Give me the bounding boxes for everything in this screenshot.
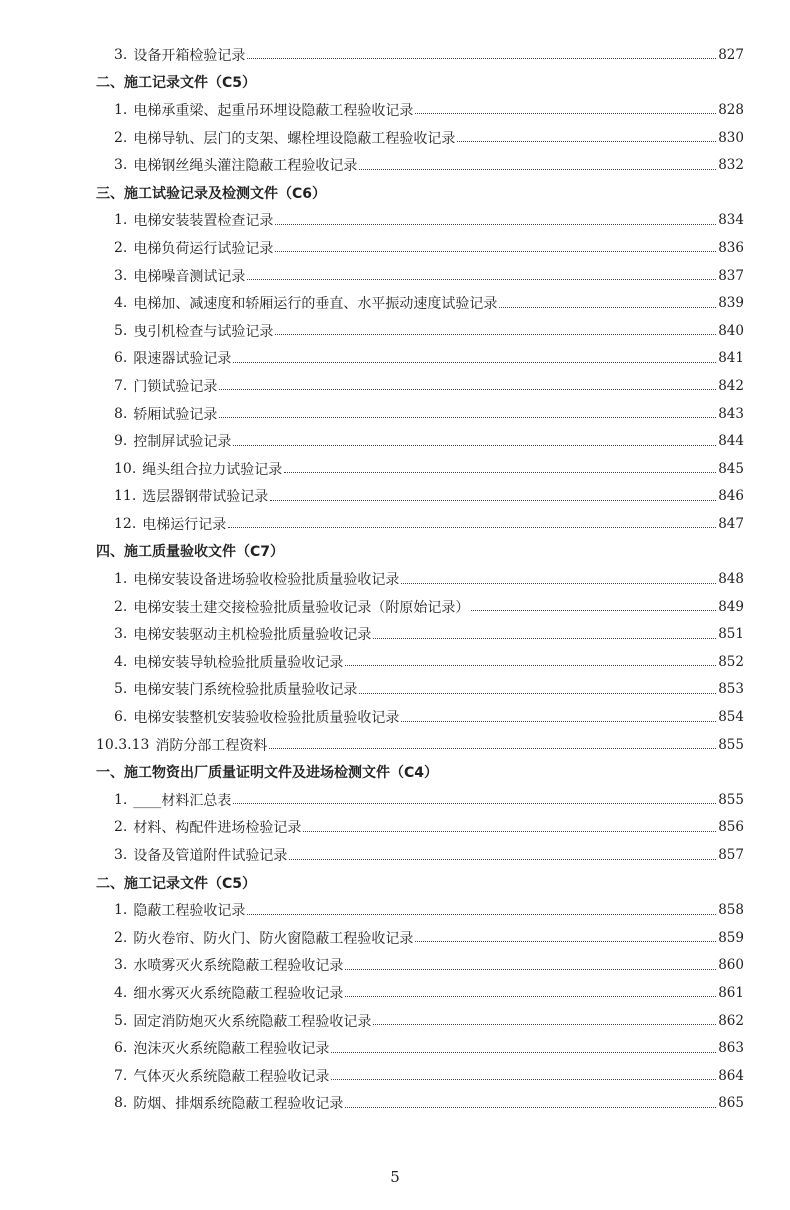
toc-entry[interactable] xyxy=(96,510,744,538)
toc-entry[interactable] xyxy=(96,1034,744,1062)
toc-entry[interactable] xyxy=(96,483,744,511)
entry-title: ____材料汇总表 xyxy=(133,792,232,809)
toc-entry[interactable] xyxy=(96,896,744,924)
entry-title: 水喷雾灭火系统隐蔽工程验收记录 xyxy=(133,958,344,975)
toc-entry[interactable] xyxy=(96,234,744,262)
entry-title: 电梯安装门系统检验批质量验收记录 xyxy=(133,682,358,699)
entry-title: 消防分部工程资料 xyxy=(155,737,268,754)
entry-page-number: 841 xyxy=(718,350,744,367)
dot-leader xyxy=(284,472,716,473)
entry-number: 11. xyxy=(114,488,137,505)
dot-leader xyxy=(247,914,716,915)
entry-page-number: 855 xyxy=(718,791,744,808)
entry-page-number: 855 xyxy=(718,736,744,753)
section-heading-text: 三、施工试验记录及检测文件（C6） xyxy=(96,185,327,202)
entry-page-number: 843 xyxy=(718,405,744,422)
entry-number: 9. xyxy=(114,433,128,450)
toc-entry[interactable] xyxy=(96,952,744,980)
entry-page-number: 851 xyxy=(718,626,744,643)
entry-title: 曳引机检查与试验记录 xyxy=(133,323,274,340)
toc-entry[interactable] xyxy=(96,427,744,455)
entry-title: 电梯安装装置检查记录 xyxy=(133,213,274,230)
entry-title: 电梯安装导轨检验批质量验收记录 xyxy=(133,654,344,671)
toc-entry[interactable] xyxy=(96,703,744,731)
toc-entry[interactable] xyxy=(96,96,744,124)
toc-entry[interactable] xyxy=(96,593,744,621)
entry-page-number: 827 xyxy=(718,46,744,63)
dot-leader xyxy=(373,638,716,639)
dot-leader xyxy=(289,859,716,860)
entry-page-number: 860 xyxy=(718,957,744,974)
entry-number: 7. xyxy=(114,377,128,394)
entry-number: 2. xyxy=(114,129,128,146)
dot-leader xyxy=(275,334,716,335)
entry-title: 电梯承重梁、起重吊环埋设隐蔽工程验收记录 xyxy=(133,102,414,119)
entry-title: 泡沫灭火系统隐蔽工程验收记录 xyxy=(133,1041,330,1058)
entry-number: 2. xyxy=(114,819,128,836)
table-of-contents xyxy=(96,41,744,1117)
dot-leader xyxy=(219,417,716,418)
toc-entry[interactable] xyxy=(96,207,744,235)
dot-leader xyxy=(275,251,716,252)
dot-leader xyxy=(401,583,716,584)
toc-entry[interactable] xyxy=(96,1090,744,1118)
section-heading xyxy=(96,869,744,897)
entry-title: 材料、构配件进场检验记录 xyxy=(133,820,302,837)
dot-leader xyxy=(233,362,716,363)
dot-leader xyxy=(270,500,716,501)
entry-page-number: 853 xyxy=(718,681,744,698)
entry-title: 防烟、排烟系统隐蔽工程验收记录 xyxy=(133,1096,344,1113)
dot-leader xyxy=(499,307,716,308)
entry-page-number: 865 xyxy=(718,1095,744,1112)
entry-number: 7. xyxy=(114,1067,128,1084)
entry-page-number: 852 xyxy=(718,653,744,670)
entry-page-number: 837 xyxy=(718,267,744,284)
entry-number: 1. xyxy=(114,791,128,808)
entry-number: 6. xyxy=(114,1040,128,1057)
entry-page-number: 858 xyxy=(718,902,744,919)
entry-title: 固定消防炮灭火系统隐蔽工程验收记录 xyxy=(133,1013,372,1030)
dot-leader xyxy=(345,996,716,997)
section-heading-text: 一、施工物资出厂质量证明文件及进场检测文件（C4） xyxy=(96,765,439,782)
entry-page-number: 859 xyxy=(718,929,744,946)
page-number: 5 xyxy=(390,1168,400,1186)
section-heading xyxy=(96,538,744,566)
toc-entry[interactable] xyxy=(96,1007,744,1035)
toc-entry[interactable] xyxy=(96,400,744,428)
entry-title: 电梯安装土建交接检验批质量验收记录（附原始记录） xyxy=(133,599,470,616)
toc-entry[interactable] xyxy=(96,455,744,483)
entry-page-number: 845 xyxy=(718,460,744,477)
entry-title: 选层器钢带试验记录 xyxy=(142,489,269,506)
entry-title: 电梯安装整机安装验收检验批质量验收记录 xyxy=(133,710,400,727)
toc-entry[interactable] xyxy=(96,648,744,676)
entry-number: 4. xyxy=(114,653,128,670)
entry-page-number: 834 xyxy=(718,212,744,229)
entry-page-number: 839 xyxy=(718,295,744,312)
entry-title: 电梯加、减速度和轿厢运行的垂直、水平振动速度试验记录 xyxy=(133,296,498,313)
section-heading xyxy=(96,179,744,207)
entry-page-number: 832 xyxy=(718,157,744,174)
dot-leader xyxy=(331,1052,716,1053)
dot-leader xyxy=(345,1107,716,1108)
entry-number: 1. xyxy=(114,902,128,919)
toc-section-entry[interactable] xyxy=(96,731,744,759)
entry-title: 设备开箱检验记录 xyxy=(133,47,246,64)
toc-entry[interactable] xyxy=(96,676,744,704)
entry-number: 5. xyxy=(114,322,128,339)
entry-title: 隐蔽工程验收记录 xyxy=(133,903,246,920)
section-heading-text: 四、施工质量验收文件（C7） xyxy=(96,544,285,561)
entry-page-number: 836 xyxy=(718,239,744,256)
entry-page-number: 849 xyxy=(718,598,744,615)
entry-page-number: 848 xyxy=(718,571,744,588)
entry-number: 3. xyxy=(114,847,128,864)
toc-entry[interactable] xyxy=(96,41,744,69)
entry-title: 防火卷帘、防火门、防火窗隐蔽工程验收记录 xyxy=(133,930,414,947)
dot-leader xyxy=(247,58,716,59)
dot-leader xyxy=(373,1024,716,1025)
entry-number: 2. xyxy=(114,929,128,946)
entry-page-number: 862 xyxy=(718,1012,744,1029)
entry-page-number: 847 xyxy=(718,515,744,532)
entry-page-number: 863 xyxy=(718,1040,744,1057)
entry-number: 4. xyxy=(114,984,128,1001)
dot-leader xyxy=(247,279,716,280)
entry-title: 绳头组合拉力试验记录 xyxy=(142,461,283,478)
toc-entry[interactable] xyxy=(96,262,744,290)
entry-page-number: 842 xyxy=(718,377,744,394)
entry-number: 2. xyxy=(114,598,128,615)
toc-entry[interactable] xyxy=(96,565,744,593)
toc-entry[interactable] xyxy=(96,841,744,869)
dot-leader xyxy=(219,389,716,390)
entry-number: 5. xyxy=(114,681,128,698)
entry-page-number: 864 xyxy=(718,1067,744,1084)
section-heading-text: 二、施工记录文件（C5） xyxy=(96,875,257,892)
dot-leader xyxy=(345,665,716,666)
dot-leader xyxy=(269,748,716,749)
dot-leader xyxy=(359,693,716,694)
dot-leader xyxy=(415,941,716,942)
entry-page-number: 828 xyxy=(718,101,744,118)
toc-entry[interactable] xyxy=(96,924,744,952)
entry-number: 3. xyxy=(114,626,128,643)
dot-leader xyxy=(457,141,716,142)
entry-title: 控制屏试验记录 xyxy=(133,434,232,451)
entry-number: 3. xyxy=(114,157,128,174)
section-heading xyxy=(96,69,744,97)
entry-number: 12. xyxy=(114,515,137,532)
toc-entry[interactable] xyxy=(96,979,744,1007)
dot-leader xyxy=(228,527,716,528)
toc-entry[interactable] xyxy=(96,317,744,345)
entry-number: 3. xyxy=(114,46,128,63)
dot-leader xyxy=(401,721,716,722)
entry-number: 1. xyxy=(114,101,128,118)
dot-leader xyxy=(233,803,716,804)
entry-number: 8. xyxy=(114,1095,128,1112)
toc-entry[interactable] xyxy=(96,372,744,400)
dot-leader xyxy=(233,445,716,446)
entry-number: 3. xyxy=(114,267,128,284)
section-heading xyxy=(96,758,744,786)
entry-number: 3. xyxy=(114,957,128,974)
toc-entry[interactable] xyxy=(96,289,744,317)
entry-number: 2. xyxy=(114,239,128,256)
entry-title: 电梯噪音测试记录 xyxy=(133,268,246,285)
toc-entry[interactable] xyxy=(96,814,744,842)
dot-leader xyxy=(415,113,716,114)
entry-title: 电梯导轨、层门的支架、螺栓埋设隐蔽工程验收记录 xyxy=(133,130,456,147)
entry-page-number: 844 xyxy=(718,433,744,450)
entry-title: 气体灭火系统隐蔽工程验收记录 xyxy=(133,1068,330,1085)
entry-title: 门锁试验记录 xyxy=(133,378,218,395)
entry-number: 6. xyxy=(114,709,128,726)
entry-title: 电梯运行记录 xyxy=(142,516,227,533)
entry-page-number: 857 xyxy=(718,847,744,864)
entry-number: 10. xyxy=(114,460,137,477)
entry-page-number: 854 xyxy=(718,709,744,726)
entry-number: 6. xyxy=(114,350,128,367)
entry-number: 5. xyxy=(114,1012,128,1029)
dot-leader xyxy=(345,969,716,970)
entry-title: 设备及管道附件试验记录 xyxy=(133,848,288,865)
toc-entry[interactable] xyxy=(96,1062,744,1090)
entry-title: 细水雾灭火系统隐蔽工程验收记录 xyxy=(133,985,344,1002)
entry-title: 电梯钢丝绳头灌注隐蔽工程验收记录 xyxy=(133,158,358,175)
entry-number: 10.3.13 xyxy=(96,736,150,753)
dot-leader xyxy=(471,610,716,611)
toc-entry[interactable] xyxy=(96,786,744,814)
toc-entry[interactable] xyxy=(96,620,744,648)
dot-leader xyxy=(303,831,716,832)
entry-title: 电梯负荷运行试验记录 xyxy=(133,240,274,257)
entry-page-number: 846 xyxy=(718,488,744,505)
dot-leader xyxy=(359,169,716,170)
entry-title: 电梯安装设备进场验收检验批质量验收记录 xyxy=(133,572,400,589)
toc-entry[interactable] xyxy=(96,124,744,152)
section-heading-text: 二、施工记录文件（C5） xyxy=(96,75,257,92)
toc-entry[interactable] xyxy=(96,345,744,373)
entry-page-number: 861 xyxy=(718,984,744,1001)
entry-page-number: 856 xyxy=(718,819,744,836)
entry-page-number: 840 xyxy=(718,322,744,339)
entry-number: 1. xyxy=(114,571,128,588)
entry-number: 4. xyxy=(114,295,128,312)
entry-title: 限速器试验记录 xyxy=(133,351,232,368)
entry-title: 轿厢试验记录 xyxy=(133,406,218,423)
dot-leader xyxy=(331,1079,716,1080)
entry-page-number: 830 xyxy=(718,129,744,146)
entry-number: 8. xyxy=(114,405,128,422)
dot-leader xyxy=(275,224,716,225)
entry-number: 1. xyxy=(114,212,128,229)
entry-title: 电梯安装驱动主机检验批质量验收记录 xyxy=(133,627,372,644)
toc-entry[interactable] xyxy=(96,151,744,179)
